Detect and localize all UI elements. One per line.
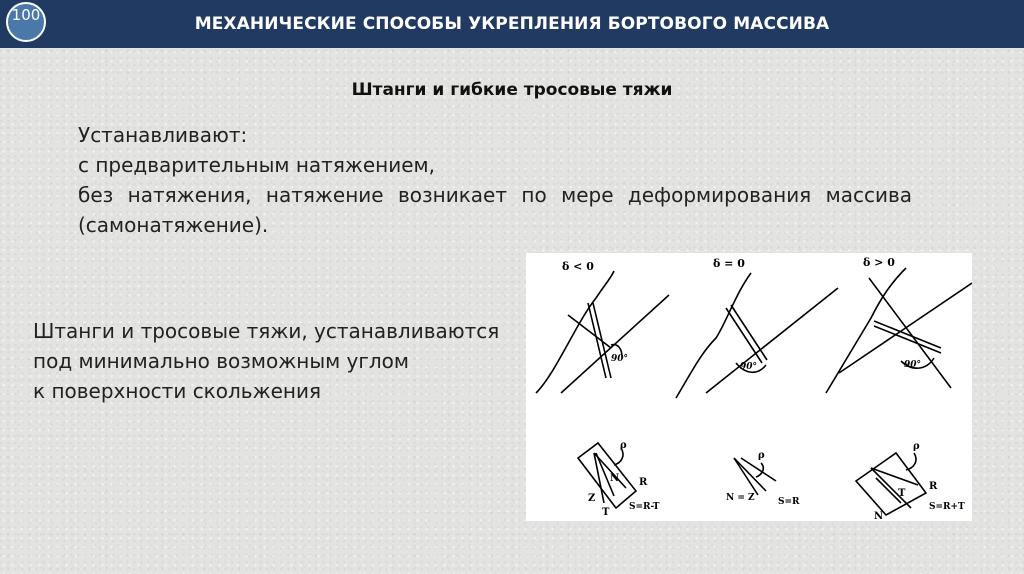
page-title: МЕХАНИЧЕСКИЕ СПОСОБЫ УКРЕПЛЕНИЯ БОРТОВОГО МАССИВА	[194, 14, 830, 34]
angle-label: 90°	[904, 360, 922, 370]
delta-label-zero: δ = 0	[713, 257, 745, 270]
angle-label: 90°	[740, 362, 758, 372]
force-label: ρ	[620, 440, 627, 451]
text-line: Устанавливают:	[78, 123, 248, 147]
text-line: без натяжения, натяжение возникает по мере деформирования массива	[78, 183, 912, 207]
force-equation: S=R+T	[929, 502, 965, 512]
text-line: к поверхности скольжения	[33, 379, 321, 403]
force-label: N	[874, 511, 884, 521]
force-label: R	[929, 481, 938, 492]
force-equation: S=R-T	[629, 502, 660, 512]
force-label: N = Z	[726, 493, 755, 503]
installation-text	[78, 120, 912, 240]
anchor-diagram	[526, 253, 972, 521]
force-label: ρ	[758, 450, 765, 461]
section-subtitle: Штанги и гибкие тросовые тяжи	[351, 80, 673, 100]
force-label: T	[898, 488, 906, 499]
force-label: T	[602, 507, 610, 518]
delta-label-positive: δ > 0	[863, 256, 895, 269]
force-label: N	[610, 473, 620, 484]
angle-text	[33, 316, 513, 406]
force-label: ρ	[913, 441, 920, 452]
force-label: R	[639, 477, 648, 488]
anchor-diagram-svg	[526, 253, 972, 521]
force-equation: S=R	[778, 497, 800, 507]
text-line: (самонатяжение).	[78, 213, 269, 237]
force-label: Z	[588, 493, 596, 504]
delta-label-negative: δ < 0	[562, 260, 594, 273]
slide-number-badge: 100	[6, 2, 46, 42]
text-line: с предварительным натяжением,	[78, 153, 435, 177]
text-line: под минимально возможным углом	[33, 349, 410, 373]
text-line: Штанги и тросовые тяжи, устанавливаются	[33, 319, 500, 343]
angle-label: 90°	[611, 354, 629, 364]
